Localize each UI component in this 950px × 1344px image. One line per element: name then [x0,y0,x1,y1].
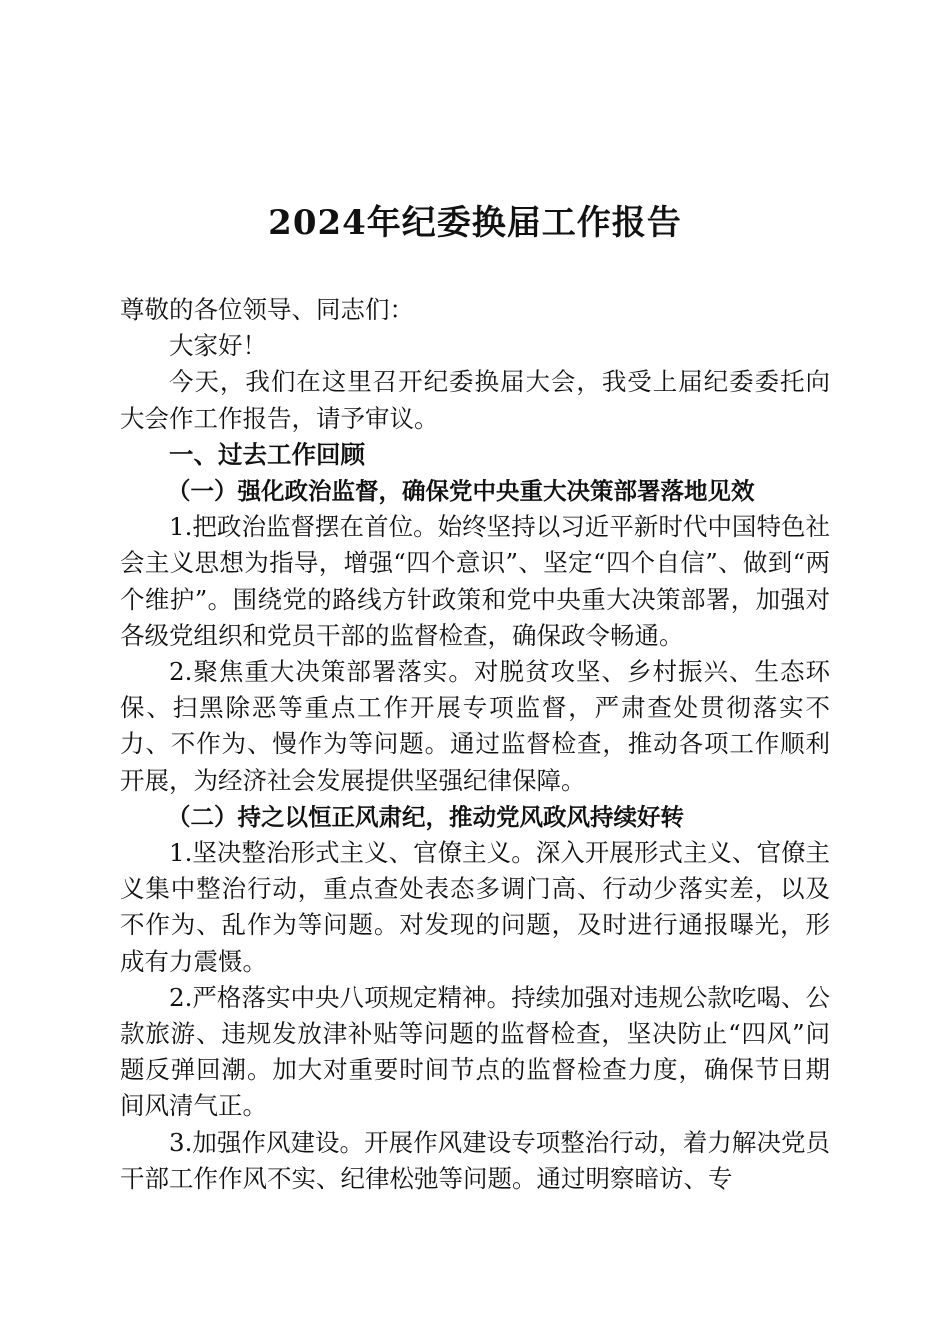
section-heading-1: 一、过去工作回顾 [169,439,365,469]
document-title: 2024年纪委换届工作报告 [268,203,682,243]
paragraph-1-2: 2.聚焦重大决策部署落实。对脱贫攻坚、乡村振兴、生态环保、扫黑除恶等重点工作开展专项监督，严肃查处贯彻落实不力、不作为、慢作为等问题。通过监督检查，推动各项工作顺利开展，为经济社会发展提供坚强纪律保障。 [120,657,830,795]
intro-paragraph: 今天，我们在这里召开纪委换届大会，我受上届纪委委托向大会作工作报告，请予审议。 [120,367,830,433]
paragraph-2-1: 1.坚决整治形式主义、官僚主义。深入开展形式主义、官僚主义集中整治行动，重点查处表态多调门高、行动少落实差，以及不作为、乱作为等问题。对发现的问题，及时进行通报曝光，形成有力震慑。 [120,838,830,976]
salutation: 尊敬的各位领导、同志们： [120,295,414,324]
document-body [120,292,830,1197]
subsection-heading-1: （一）强化政治监督，确保党中央重大决策部署落地见效 [167,477,755,506]
subsection-heading-2: （二）持之以恒正风肃纪，推动党风政风持续好转 [167,802,684,831]
paragraph-1-1: 1.把政治监督摆在首位。始终坚持以习近平新时代中国特色社会主义思想为指导，增强“四个意识”、坚定“四个自信”、做到“两个维护”。围绕党的路线方针政策和党中央重大决策部署，加强对各级党组织和党员干部的监督检查，确保政令畅通。 [120,512,830,650]
greeting: 大家好！ [169,331,267,361]
paragraph-2-2: 2.严格落实中央八项规定精神。持续加强对违规公款吃喝、公款旅游、违规发放津补贴等问题的监督检查，坚决防止“四风”问题反弹回潮。加大对重要时间节点的监督检查力度，确保节日期间风清气正。 [120,982,830,1121]
paragraph-2-3: 3.加强作风建设。开展作风建设专项整治行动，着力解决党员干部工作作风不实、纪律松弛等问题。通过明察暗访、专 [120,1127,830,1193]
